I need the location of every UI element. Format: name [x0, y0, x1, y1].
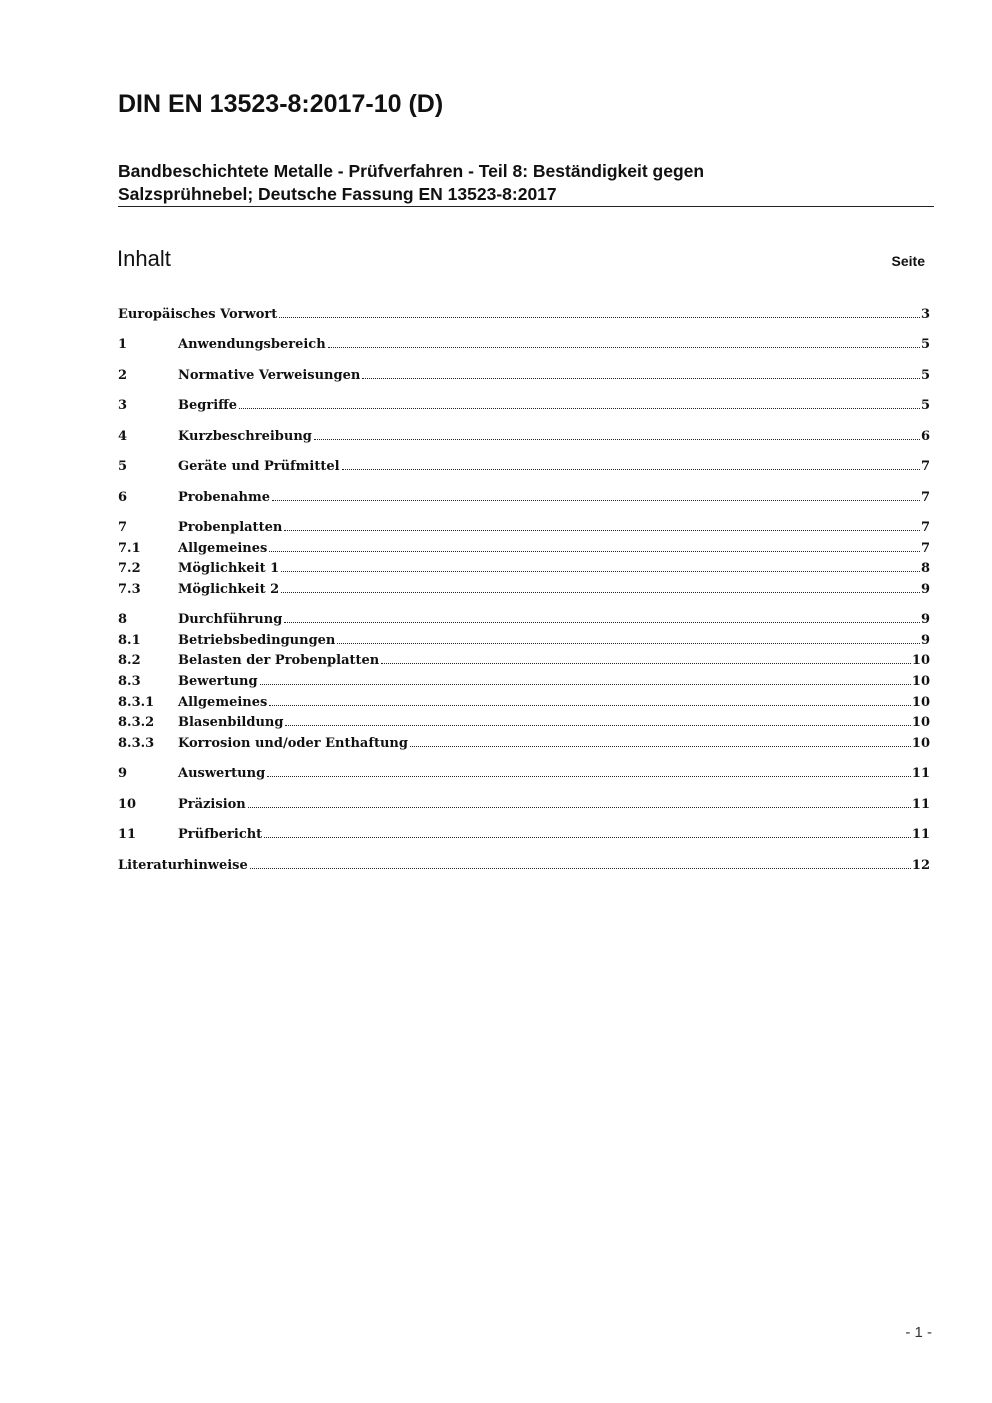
- toc-entry[interactable]: [118, 690, 930, 710]
- document-subtitle: [118, 160, 938, 206]
- toc-dot-leader: [381, 663, 911, 664]
- toc-dot-leader: [284, 530, 920, 531]
- toc-dot-leader: [239, 408, 920, 409]
- toc-entry[interactable]: [118, 648, 930, 668]
- toc-entry-number: 7.2: [118, 561, 141, 576]
- document-title: DIN EN 13523-8:2017-10 (D): [118, 90, 444, 118]
- toc-entry[interactable]: [118, 669, 930, 689]
- toc-entry-page: 3: [920, 307, 930, 322]
- toc-entry-page: 10: [911, 653, 930, 668]
- toc-entry-label: Prüfbericht: [178, 827, 263, 842]
- toc-entry-number: 7.3: [118, 582, 141, 597]
- toc-entry-number: 4: [118, 429, 128, 444]
- toc-entry-label: Bewertung: [178, 674, 258, 689]
- toc-entry-number: 8: [118, 612, 128, 627]
- toc-entry-label: Durchführung: [178, 612, 283, 627]
- toc-entry-number: 3: [118, 398, 128, 413]
- toc-entry-number: 8.2: [118, 653, 141, 668]
- toc-heading: Inhalt: [117, 246, 171, 271]
- page-number: - 1 -: [905, 1324, 932, 1341]
- toc-entry[interactable]: [118, 577, 930, 597]
- toc-dot-leader: [250, 868, 911, 869]
- toc-entry[interactable]: [118, 393, 930, 413]
- toc-entry-label: Anwendungsbereich: [178, 337, 326, 352]
- toc-entry-label: Präzision: [178, 797, 246, 812]
- toc-entry-label: Literaturhinweise: [118, 858, 248, 873]
- toc-entry-label: Probenplatten: [178, 520, 283, 535]
- toc-dot-leader: [284, 622, 920, 623]
- toc-dot-leader: [281, 571, 920, 572]
- toc-dot-leader: [260, 684, 911, 685]
- toc-entry-number: 2: [118, 368, 128, 383]
- toc-dot-leader: [267, 776, 911, 777]
- toc-entry[interactable]: [118, 761, 930, 781]
- toc-entry[interactable]: [118, 536, 930, 556]
- toc-entry-label: Allgemeines: [178, 541, 268, 556]
- toc-entry-page: 6: [920, 429, 930, 444]
- toc-entry-label: Möglichkeit 1: [178, 561, 280, 576]
- toc-entry-label: Belasten der Probenplatten: [178, 653, 380, 668]
- toc-entry-number: 8.1: [118, 633, 141, 648]
- toc-entry-page: 7: [920, 541, 930, 556]
- toc-entry[interactable]: [118, 710, 930, 730]
- toc-entry-number: 8.3: [118, 674, 141, 689]
- toc-dot-leader: [362, 378, 920, 379]
- toc-dot-leader: [337, 643, 920, 644]
- toc-entry-page: 10: [911, 715, 930, 730]
- toc-entry-label: Probenahme: [178, 490, 271, 505]
- toc-entry-page: 11: [911, 766, 930, 781]
- subtitle-line-2: Salzsprühnebel; Deutsche Fassung EN 13523-8:2017: [118, 184, 557, 204]
- toc-entry[interactable]: [118, 792, 930, 812]
- toc-entry-number: 10: [118, 797, 137, 812]
- toc-entry-page: 5: [920, 337, 930, 352]
- toc-entry-page: 7: [920, 490, 930, 505]
- toc-entry-page: 9: [920, 633, 930, 648]
- toc-entry[interactable]: [118, 853, 930, 873]
- toc-entry-page: 9: [920, 582, 930, 597]
- toc-entry-number: 9: [118, 766, 128, 781]
- toc-entry[interactable]: [118, 485, 930, 505]
- toc-entry-label: Begriffe: [178, 398, 238, 413]
- toc-entry-number: 11: [118, 827, 137, 842]
- toc-entry-page: 11: [911, 797, 930, 812]
- toc-entry-label: Möglichkeit 2: [178, 582, 280, 597]
- toc-dot-leader: [314, 439, 920, 440]
- title-divider: [118, 206, 934, 207]
- toc-dot-leader: [285, 725, 910, 726]
- toc-entry-page: 10: [911, 736, 930, 751]
- toc-entry-number: 8.3.2: [118, 715, 155, 730]
- toc-entry-label: Betriebsbedingungen: [178, 633, 336, 648]
- toc-entry[interactable]: [118, 332, 930, 352]
- toc-entry[interactable]: [118, 302, 930, 322]
- toc-dot-leader: [269, 705, 911, 706]
- toc-entry[interactable]: [118, 607, 930, 627]
- toc-entry-label: Europäisches Vorwort: [118, 307, 278, 322]
- toc-dot-leader: [342, 469, 920, 470]
- toc-entry-page: 10: [911, 674, 930, 689]
- toc-entry-number: 7: [118, 520, 128, 535]
- toc-dot-leader: [328, 347, 920, 348]
- toc-entry[interactable]: [118, 454, 930, 474]
- toc-entry[interactable]: [118, 822, 930, 842]
- toc-dot-leader: [264, 837, 911, 838]
- toc-entry[interactable]: [118, 424, 930, 444]
- toc-entry-label: Korrosion und/oder Enthaftung: [178, 736, 408, 751]
- toc-entry-label: Auswertung: [178, 766, 266, 781]
- toc-entry[interactable]: [118, 731, 930, 751]
- toc-entry-page: 11: [911, 827, 930, 842]
- toc-dot-leader: [269, 551, 920, 552]
- toc-entry-number: 6: [118, 490, 128, 505]
- toc-entry[interactable]: [118, 363, 930, 383]
- toc-dot-leader: [248, 807, 911, 808]
- toc-entry-label: Allgemeines: [178, 695, 268, 710]
- toc-entry-number: 8.3.1: [118, 695, 155, 710]
- toc-entry-page: 7: [920, 520, 930, 535]
- toc-entry-number: 5: [118, 459, 128, 474]
- toc-entry-page: 7: [920, 459, 930, 474]
- toc-entry-number: 1: [118, 337, 128, 352]
- toc-entry-number: 7.1: [118, 541, 141, 556]
- toc-dot-leader: [272, 500, 920, 501]
- toc-dot-leader: [279, 317, 920, 318]
- toc-entry-page: 5: [920, 368, 930, 383]
- toc-dot-leader: [281, 592, 920, 593]
- toc-entry-label: Normative Verweisungen: [178, 368, 361, 383]
- toc-entry-page: 12: [911, 858, 930, 873]
- toc-page-column-label: Seite: [891, 253, 925, 269]
- toc-entry-page: 9: [920, 612, 930, 627]
- toc-entry[interactable]: [118, 628, 930, 648]
- toc-entry-label: Kurzbeschreibung: [178, 429, 312, 444]
- toc-entry[interactable]: [118, 515, 930, 535]
- toc-entry-page: 8: [920, 561, 930, 576]
- subtitle-line-1: Bandbeschichtete Metalle - Prüfverfahren - Teil 8: Beständigkeit gegen: [118, 161, 705, 181]
- toc-entry[interactable]: [118, 556, 930, 576]
- toc-entry-label: Blasenbildung: [178, 715, 284, 730]
- toc-dot-leader: [410, 746, 911, 747]
- toc-entry-page: 10: [911, 695, 930, 710]
- toc-entry-label: Geräte und Prüfmittel: [178, 459, 340, 474]
- toc-entry-number: 8.3.3: [118, 736, 155, 751]
- toc-entry-page: 5: [920, 398, 930, 413]
